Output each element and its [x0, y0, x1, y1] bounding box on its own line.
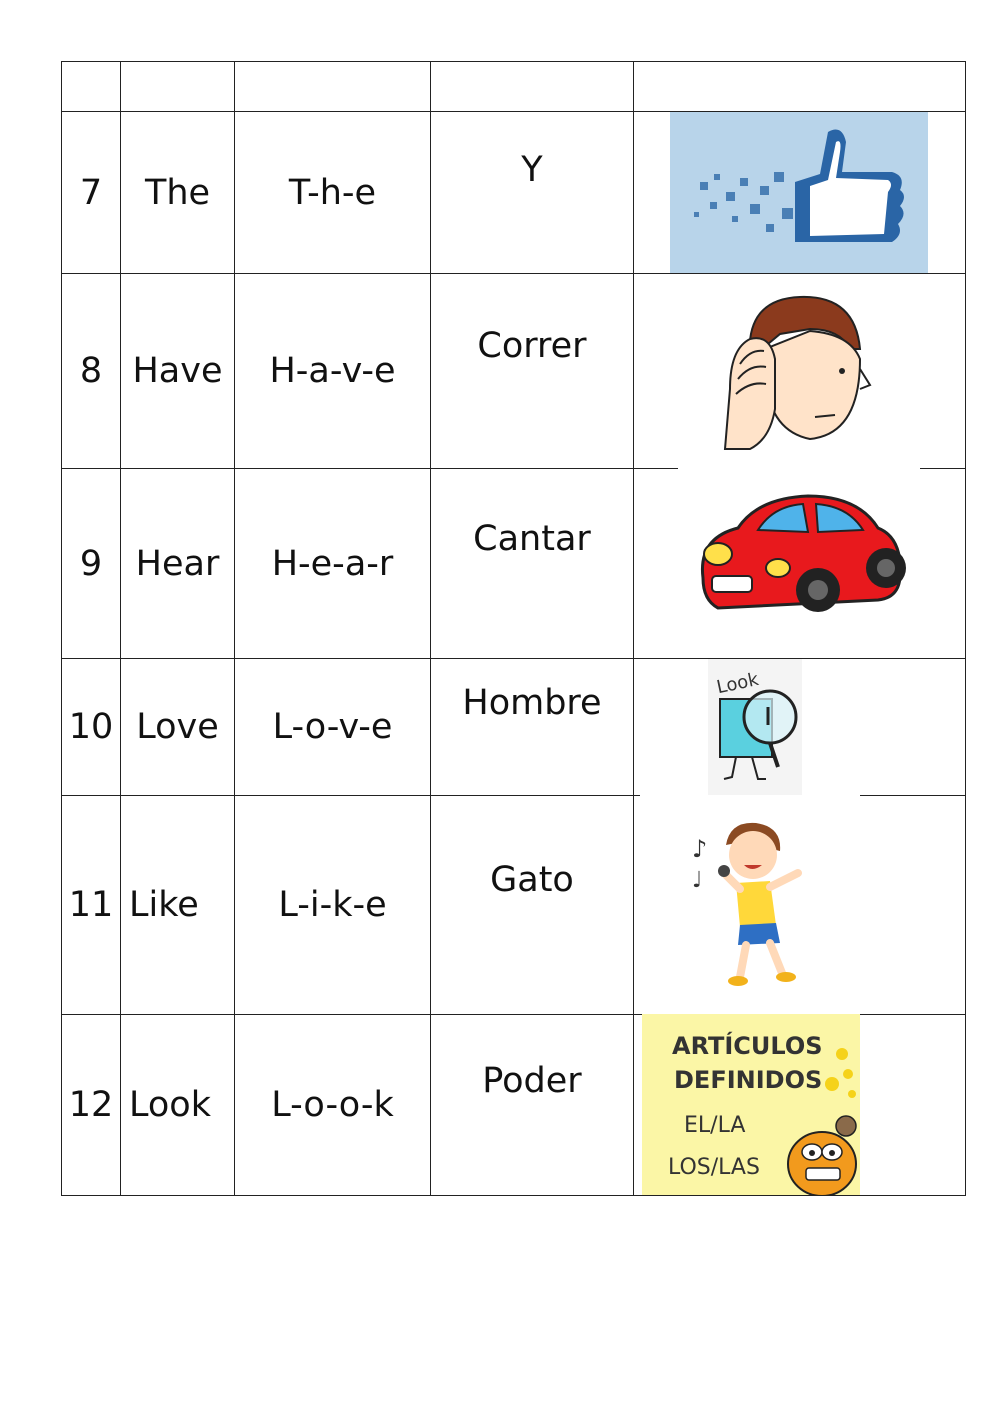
word-spelling: H-e-a-r: [235, 469, 431, 659]
thumbs-up-icon: [670, 112, 928, 273]
word-spelling: L-o-o-k: [235, 1015, 431, 1196]
spanish-word: Hombre: [462, 683, 602, 723]
picture-cell: [634, 659, 966, 796]
spanish-word-cell: [431, 796, 634, 1015]
spanish-word: Y: [521, 150, 543, 190]
row-number: 9: [62, 469, 121, 659]
picture-cell: [634, 796, 966, 1015]
word-spelling: L-i-k-e: [235, 796, 431, 1015]
spanish-word: Correr: [477, 326, 587, 366]
picture-cell: [634, 469, 966, 659]
row-number: 7: [62, 112, 121, 274]
picture-cell: [634, 112, 966, 274]
english-word: Have: [121, 274, 235, 469]
english-word: Like: [121, 796, 235, 1015]
spanish-word: Cantar: [473, 519, 591, 559]
spanish-word-cell: [431, 1015, 634, 1196]
articles-line1: EL/LA: [684, 1113, 746, 1138]
header-cell: [121, 62, 235, 112]
spanish-word: Poder: [482, 1061, 582, 1101]
header-cell: [634, 62, 966, 112]
word-spelling: H-a-v-e: [235, 274, 431, 469]
spanish-word-cell: [431, 112, 634, 274]
table-row: [62, 469, 966, 659]
articles-title-line1: ARTÍCULOS: [672, 1032, 823, 1060]
header-cell: [235, 62, 431, 112]
spanish-word-cell: [431, 274, 634, 469]
row-number: 8: [62, 274, 121, 469]
header-cell: [62, 62, 121, 112]
spanish-word: Gato: [490, 860, 574, 900]
row-number: 11: [62, 796, 121, 1015]
row-number: 10: [62, 659, 121, 796]
look-card-text: Look: [714, 668, 761, 699]
spanish-word-cell: [431, 469, 634, 659]
table-row: [62, 274, 966, 469]
word-spelling: L-o-v-e: [235, 659, 431, 796]
table-row: [62, 112, 966, 274]
svg-text:♩: ♩: [692, 868, 703, 893]
picture-cell: [634, 1015, 966, 1196]
table-row: [62, 659, 966, 796]
english-word: The: [121, 112, 235, 274]
table-row: [62, 1015, 966, 1196]
listening-boy-image: [720, 289, 880, 459]
articles-line2: LOS/LAS: [668, 1155, 760, 1180]
header-cell: [431, 62, 634, 112]
look-magnifier-image: [708, 659, 802, 795]
english-word: Love: [121, 659, 235, 796]
row-number: 12: [62, 1015, 121, 1196]
red-car-image: [678, 468, 920, 658]
articles-title-line2: DEFINIDOS: [674, 1066, 823, 1094]
singing-boy-image: [640, 795, 860, 1014]
table-row: [62, 796, 966, 1015]
svg-text:♪: ♪: [692, 835, 708, 863]
word-spelling: T-h-e: [235, 112, 431, 274]
vocabulary-table: [61, 61, 966, 1196]
english-word: Hear: [121, 469, 235, 659]
spanish-word-cell: [431, 659, 634, 796]
english-word: Look: [121, 1015, 235, 1196]
definite-articles-card: [642, 1014, 860, 1195]
picture-cell: [634, 274, 966, 469]
header-row: [62, 62, 966, 112]
